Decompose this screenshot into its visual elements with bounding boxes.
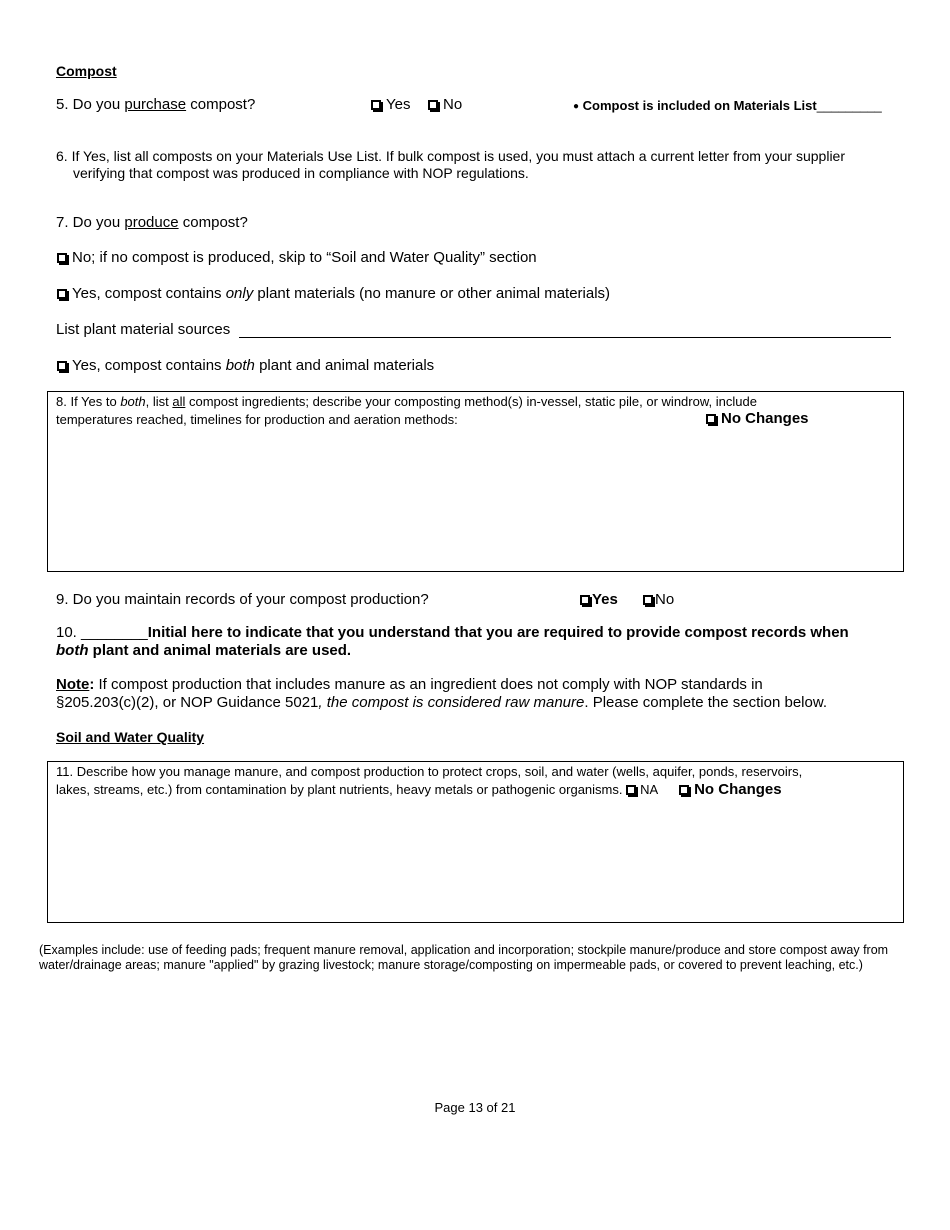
q11-line2 (56, 781, 782, 799)
q10-bold2: plant and animal materials are used. (88, 642, 352, 659)
q11-na-option[interactable] (626, 782, 657, 797)
q5-yes-label: Yes (386, 96, 411, 113)
page-number: Page 13 of 21 (434, 1100, 516, 1115)
examples-line2: water/drainage areas; manure "applied" by grazing livestock; manure storage/composting on impermeable pads, or covered to prevent leaching, etc.) (39, 958, 863, 972)
q8-p2: , list (145, 394, 173, 409)
q6-line1: 6. If Yes, list all composts on your Materials Use List. If bulk compost is used, you must attach a current letter from your supplier (56, 148, 846, 164)
q5-yes-option[interactable] (371, 96, 410, 114)
bullet-icon: ● (573, 101, 580, 112)
q5-materials-note (573, 97, 882, 115)
checkbox-icon[interactable] (57, 289, 67, 299)
q8-u: all (172, 394, 186, 409)
q5-question (56, 96, 255, 114)
q5-suffix: compost? (186, 96, 256, 113)
q11-line2-text: lakes, streams, etc.) from contamination by plant nutrients, heavy metals or pathogenic organisms. (56, 782, 623, 797)
q8-em: both (120, 394, 146, 409)
examples-line1: (Examples include: use of feeding pads; frequent manure removal, application and incorporation; stockpile manure/produce and store compost away from (39, 943, 889, 957)
q8-p1: 8. If Yes to (56, 394, 121, 409)
q7-prefix: 7. Do you (56, 214, 125, 231)
q9-no-label: No (655, 591, 675, 608)
q7-plant-pre: Yes, compost contains (72, 285, 226, 302)
note-line1 (56, 676, 763, 694)
q9-question: 9. Do you maintain records of your compost production? (56, 591, 429, 608)
q5-no-option[interactable] (428, 96, 462, 114)
note-line2 (56, 694, 827, 712)
q7-plant-em: only (225, 285, 254, 302)
note-text2-post: . Please complete the section below. (584, 694, 828, 711)
q10-initial-blank[interactable]: 10. ________ (56, 624, 148, 641)
q7-both-em: both (225, 357, 255, 374)
checkbox-icon[interactable] (428, 100, 438, 110)
q5-materials-text: Compost is included on Materials List (582, 98, 817, 113)
note-colon: : (89, 676, 95, 693)
note-text2-em: , the compost is considered raw manure (318, 694, 585, 711)
q7-both-post: plant and animal materials (254, 357, 435, 374)
q9-yes-label: Yes (592, 591, 618, 608)
q11-no-changes-label: No Changes (694, 781, 782, 798)
q11-na-label: NA (640, 782, 658, 797)
q7-suffix: compost? (178, 214, 248, 231)
q10-em: both (56, 642, 89, 659)
q8-no-changes[interactable] (706, 410, 809, 428)
q11-no-changes[interactable] (679, 781, 782, 798)
soil-water-heading: Soil and Water Quality (56, 729, 205, 745)
checkbox-icon[interactable] (371, 100, 381, 110)
q5-underlined: purchase (124, 96, 187, 113)
q10-line2 (56, 642, 351, 660)
q7-option-no[interactable] (57, 249, 537, 267)
q11-line1: 11. Describe how you manage manure, and compost production to protect crops, soil, and water (wells, aquifer, ponds, reservoirs, (56, 764, 803, 779)
checkbox-icon[interactable] (706, 414, 716, 424)
q7-option-plant-only[interactable] (57, 285, 610, 303)
q7-list-label: List plant material sources (56, 321, 231, 338)
checkbox-icon[interactable] (580, 595, 590, 605)
q5-no-label: No (443, 96, 463, 113)
q7-both-pre: Yes, compost contains (72, 357, 226, 374)
q8-p3: compost ingredients; describe your composting method(s) in-vessel, static pile, or windrow, include (185, 394, 757, 409)
q7-option-both[interactable] (57, 357, 434, 375)
checkbox-icon[interactable] (626, 785, 636, 795)
note-text2-pre: §205.203(c)(2), or NOP Guidance 5021 (56, 694, 319, 711)
q5-prefix: 5. Do you (56, 96, 125, 113)
q5-materials-blank[interactable]: _________ (816, 98, 882, 113)
q8-line1 (56, 393, 757, 410)
q9-no-option[interactable] (643, 591, 674, 609)
q10-bold1: Initial here to indicate that you understand that you are required to provide compost records when (147, 624, 849, 641)
q9-yes-option[interactable] (580, 591, 618, 609)
q7-option-no-label: No; if no compost is produced, skip to “Soil and Water Quality” section (72, 249, 537, 266)
q8-line2: temperatures reached, timelines for production and aeration methods: (56, 412, 458, 427)
checkbox-icon[interactable] (679, 785, 689, 795)
checkbox-icon[interactable] (57, 361, 67, 371)
q6-line2: verifying that compost was produced in compliance with NOP regulations. (73, 165, 529, 181)
note-label: Note (56, 676, 90, 693)
q7-plant-post: plant materials (no manure or other animal materials) (253, 285, 611, 302)
note-text1: If compost production that includes manure as an ingredient does not comply with NOP standards in (94, 676, 763, 693)
q10-line1 (56, 624, 849, 642)
compost-heading: Compost (56, 63, 117, 79)
q7-underlined: produce (124, 214, 179, 231)
checkbox-icon[interactable] (57, 253, 67, 263)
q8-no-changes-label: No Changes (721, 410, 809, 427)
plant-sources-line[interactable] (239, 337, 891, 338)
checkbox-icon[interactable] (643, 595, 653, 605)
q7-question (56, 214, 248, 232)
